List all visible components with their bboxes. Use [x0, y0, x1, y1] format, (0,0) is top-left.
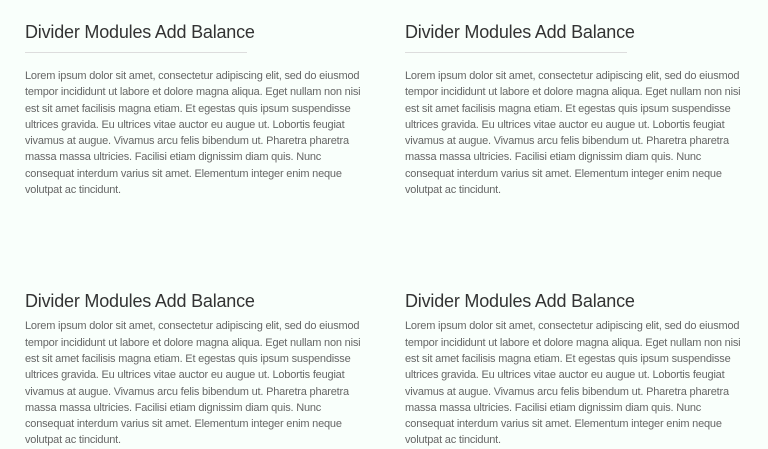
blurb-module-bottom-right — [405, 290, 745, 448]
blurb-title: Divider Modules Add Balance — [25, 22, 255, 42]
blurb-text: Lorem ipsum dolor sit amet, consectetur adipiscing elit, sed do eiusmod tempor incididunt ut labore et dolore magna aliqua. Eget nullam non nisi est sit amet facilisis magna etiam. Et egestas quis ipsum suspendisse ultrices gravida. Eu ultrices vitae auctor eu augue ut. Lobortis feugiat vivamus at augue. Vivamus arcu felis bibendum ut. Pharetra pharetra massa massa ultricies. Facilisi etiam dignissim diam quis. Nunc consequat interdum varius sit amet. Elementum integer enim neque volutpat ac tincidunt. — [25, 320, 361, 447]
blurb-title: Divider Modules Add Balance — [405, 22, 635, 42]
blurb-text: Lorem ipsum dolor sit amet, consectetur adipiscing elit, sed do eiusmod tempor incididunt ut labore et dolore magna aliqua. Eget nullam non nisi est sit amet facilisis magna etiam. Et egestas quis ipsum suspendisse ultrices gravida. Eu ultrices vitae auctor eu augue ut. Lobortis feugiat vivamus at augue. Vivamus arcu felis bibendum ut. Pharetra pharetra massa massa ultricies. Facilisi etiam dignissim diam quis. Nunc consequat interdum varius sit amet. Elementum integer enim neque volutpat ac tincidunt. — [25, 70, 361, 197]
blurb-title: Divider Modules Add Balance — [25, 291, 255, 312]
blurb-module-bottom-left — [25, 290, 365, 448]
divider-line — [405, 52, 627, 53]
blurb-module-top-right — [405, 21, 745, 198]
blurb-text: Lorem ipsum dolor sit amet, consectetur adipiscing elit, sed do eiusmod tempor incididunt ut labore et dolore magna aliqua. Eget nullam non nisi est sit amet facilisis magna etiam. Et egestas quis ipsum suspendisse ultrices gravida. Eu ultrices vitae auctor eu augue ut. Lobortis feugiat vivamus at augue. Vivamus arcu felis bibendum ut. Pharetra pharetra massa massa ultricies. Facilisi etiam dignissim diam quis. Nunc consequat interdum varius sit amet. Elementum integer enim neque volutpat ac tincidunt. — [405, 320, 741, 447]
blurb-module-top-left — [25, 21, 365, 198]
divider-line — [25, 52, 247, 53]
blurb-grid — [25, 21, 745, 449]
blurb-text: Lorem ipsum dolor sit amet, consectetur adipiscing elit, sed do eiusmod tempor incididunt ut labore et dolore magna aliqua. Eget nullam non nisi est sit amet facilisis magna etiam. Et egestas quis ipsum suspendisse ultrices gravida. Eu ultrices vitae auctor eu augue ut. Lobortis feugiat vivamus at augue. Vivamus arcu felis bibendum ut. Pharetra pharetra massa massa ultricies. Facilisi etiam dignissim diam quis. Nunc consequat interdum varius sit amet. Elementum integer enim neque volutpat ac tincidunt. — [405, 70, 741, 197]
blurb-title: Divider Modules Add Balance — [405, 291, 635, 312]
